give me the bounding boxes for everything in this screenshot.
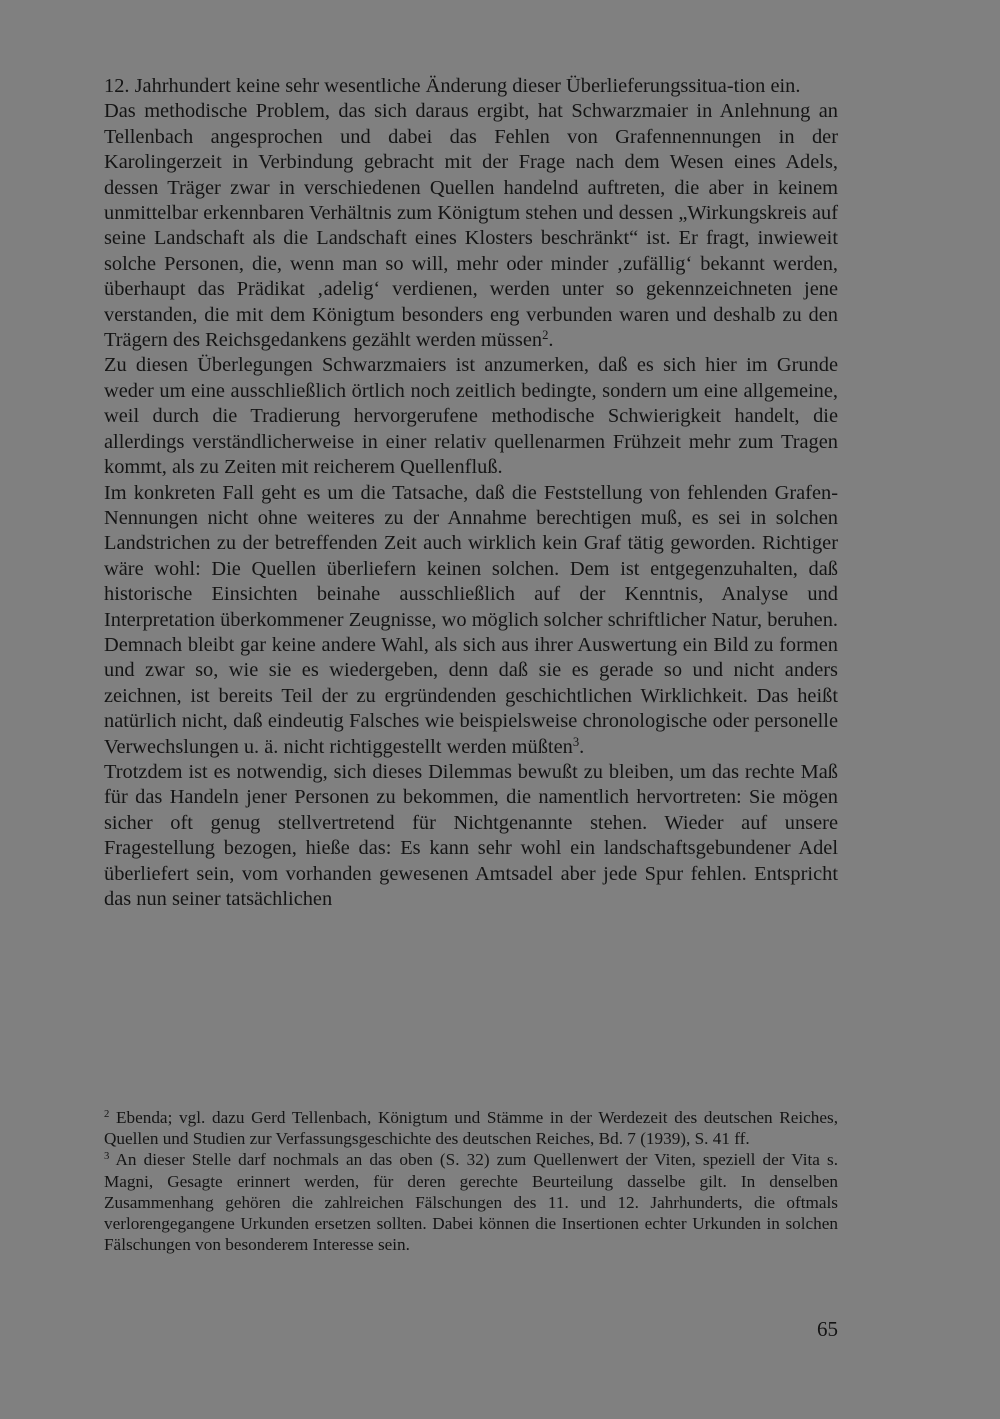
paragraph-1: 12. Jahrhundert keine sehr wesentliche Änderung dieser Überlieferungssitua-tion ein. <box>104 75 801 97</box>
footnotes <box>104 1107 838 1255</box>
paragraph-2-text: Das methodische Problem, das sich daraus ergibt, hat Schwarzmaier in Anlehnung an Tellenbach angesprochen und dabei das Fehlen von Grafennennungen in der Karolingerzeit in Verbindung gebracht mit der Frage nach dem Wesen eines Adels, dessen Träger zwar in verschiedenen Quellen handelnd auftreten, die aber in keinem unmittelbar erkennbaren Verhältnis zum Königtum stehen und dessen „Wirkungskreis auf seine Landschaft als die Landschaft eines Klosters beschränkt“ ist. Er fragt, inwieweit solche Personen, die, wenn man so will, mehr oder minder ‚zufällig‘ bekannt werden, überhaupt das Prädikat ‚adelig‘ verdienen, werden unter so gekennzeichneten jene verstanden, die mit dem Königtum besonders eng verbunden waren und deshalb zu den Trägern des Reichsgedankens gezählt werden müssen <box>104 100 838 352</box>
paragraph-3: Zu diesen Überlegungen Schwarzmaiers ist anzumerken, daß es sich hier im Grunde weder um eine ausschließlich örtlich noch zeitlich bedingte, sondern um eine allgemeine, weil durch die Tradierung hervorgerufene methodische Schwierigkeit handelt, die allerdings verständlicherweise in einer relativ quellenarmen Frühzeit mehr zum Tragen kommt, als zu Zeiten mit reicherem Quellenfluß. <box>104 354 838 479</box>
paragraph-2 <box>104 99 838 353</box>
footnote-2-mark: 2 <box>104 1109 110 1121</box>
footnote-3-text: An dieser Stelle darf nochmals an das oben (S. 32) zum Quellenwert der Viten, speziell der Vita s. Magni, Gesagte erinnert werden, für deren gerechte Beurteilung dasselbe gilt. In denselben Zusammenhang gehören die zahlreichen Fälschungen des 11. und 12. Jahrhunderts, die oftmals verlorengegangene Urkunden ersetzen sollten. Dabei können die Insertionen echter Urkunden in solchen Fälschungen von besonderem Interesse sein. <box>104 1150 838 1255</box>
footnote-ref-2: 2 <box>542 328 549 343</box>
paragraph-4-text: Im konkreten Fall geht es um die Tatsache, daß die Feststellung von fehlenden Grafen-Nennungen nicht ohne weiteres zu der Annahme berechtigen muß, es sei in solchen Landstrichen zu der betreffenden Zeit auch wirklich kein Graf tätig geworden. Richtiger wäre wohl: Die Quellen überliefern keinen solchen. Dem ist entgegenzuhalten, daß historische Einsichten beinahe ausschließlich auf der Kenntnis, Analyse und Interpretation überkommener Zeugnisse, wo möglich solcher schriftlicher Natur, beruhen. Demnach bleibt gar keine andere Wahl, als sich aus ihrer Auswertung ein Bild zu formen und zwar so, wie sie es wiedergeben, denn daß sie es gerade so und nicht anders zeichnen, ist bereits Teil der zu ergründenden geschichtlichen Wirklichkeit. Das heißt natürlich nicht, daß eindeutig Falsches wie beispielsweise chronologische oder personelle Verwechslungen u. ä. nicht richtiggestellt werden müßten <box>104 481 838 758</box>
paragraph-5: Trotzdem ist es notwendig, sich dieses Dilemmas bewußt zu bleiben, um das rechte Maß für das Handeln jener Personen zu bekommen, die namentlich hervortreten: Sie mögen sicher oft genug stellvertretend für Nichtgenannte stehen. Wieder auf unsere Fragestellung bezogen, hieße das: Es kann sehr wohl ein landschaftsgebundener Adel überliefert sein, vom vorhanden gewesenen Amtsadel aber jede Spur fehlen. Entspricht das nun seiner tatsächlichen <box>104 760 838 910</box>
page-number: 65 <box>817 1317 838 1341</box>
footnote-3-mark: 3 <box>104 1151 110 1163</box>
main-text <box>104 74 838 912</box>
paragraph-4 <box>104 481 838 760</box>
footnote-3 <box>104 1149 838 1255</box>
footnote-2-text: Ebenda; vgl. dazu Gerd Tellenbach, Königtum und Stämme in der Werdezeit des deutschen Reiches, Quellen und Studien zur Verfassungsgeschichte des deutschen Reiches, Bd. 7 (1939), S. 41 ff. <box>104 1108 838 1149</box>
footnote-ref-3: 3 <box>572 734 580 749</box>
paragraph-4-end: . <box>579 735 585 758</box>
paragraph-2-end: . <box>548 329 554 352</box>
footnote-2 <box>104 1107 838 1149</box>
